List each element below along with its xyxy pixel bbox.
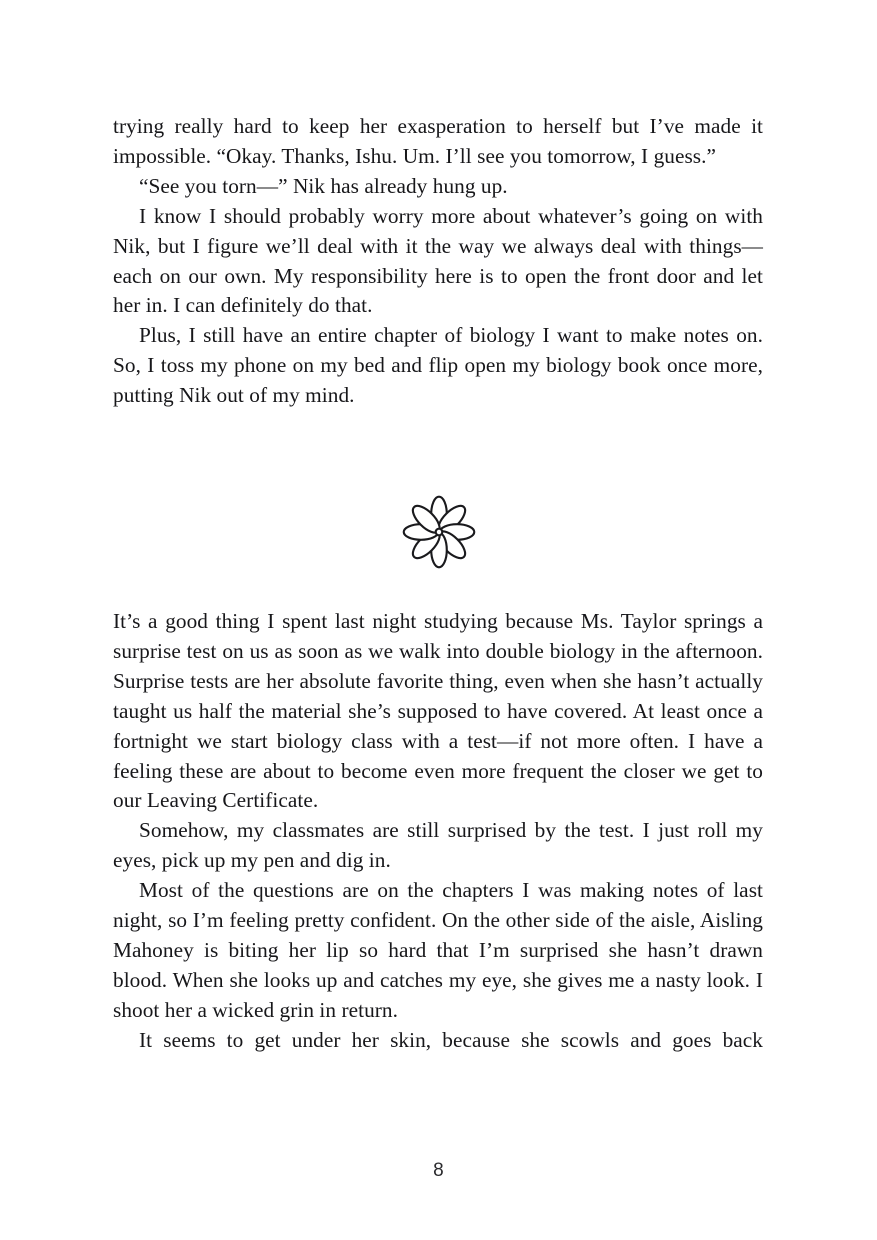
page-number: 8 (433, 1160, 444, 1181)
body-text-section-one (113, 112, 763, 411)
body-text-section-two (113, 607, 763, 1086)
paragraph: Plus, I still have an entire chapter of biology I want to make notes on. So, I toss my phone on my bed and flip open my biology book once more, putting Nik out of my mind. (113, 323, 763, 408)
paragraph: It’s a good thing I spent last night studying because Ms. Taylor springs a surprise test on us as soon as we walk into double biology in the afternoon. Surprise tests are her absolute favorite thing, even when she hasn’t actually taught us half the material she’s supposed to have covered. At least once a fortnight we start biology class with a test—if not more often. I have a feeling these are about to become even more frequent the closer we get to our Leaving Certificate. (113, 609, 763, 813)
paragraph: I know I should probably worry more about whatever’s going on with Nik, but I figure we’ll deal with it the way we always deal with things—each on our own. My responsibility here is to open the front door and let her in. I can definitely do that. (113, 203, 763, 318)
paragraph: It seems to get under her skin, because she scowls and goes back (139, 1027, 763, 1052)
paragraph: Most of the questions are on the chapters I was making notes of last night, so I’m feeling pretty confident. On the other side of the aisle, Aisling Mahoney is biting her lip so hard that I’m surprised she hasn’t drawn blood. When she looks up and catches my eye, she gives me a nasty look. I shoot her a wicked grin in return. (113, 878, 763, 1022)
paragraph: “See you torn—” Nik has already hung up. (139, 173, 508, 198)
paragraph: Somehow, my classmates are still surprised by the test. I just roll my eyes, pick up my pen and dig in. (113, 818, 763, 873)
flower-ornament (0, 491, 877, 573)
paragraph: trying really hard to keep her exasperation to herself but I’ve made it impossible. “Okay. Thanks, Ishu. Um. I’ll see you tomorrow, I guess.” (113, 114, 763, 168)
